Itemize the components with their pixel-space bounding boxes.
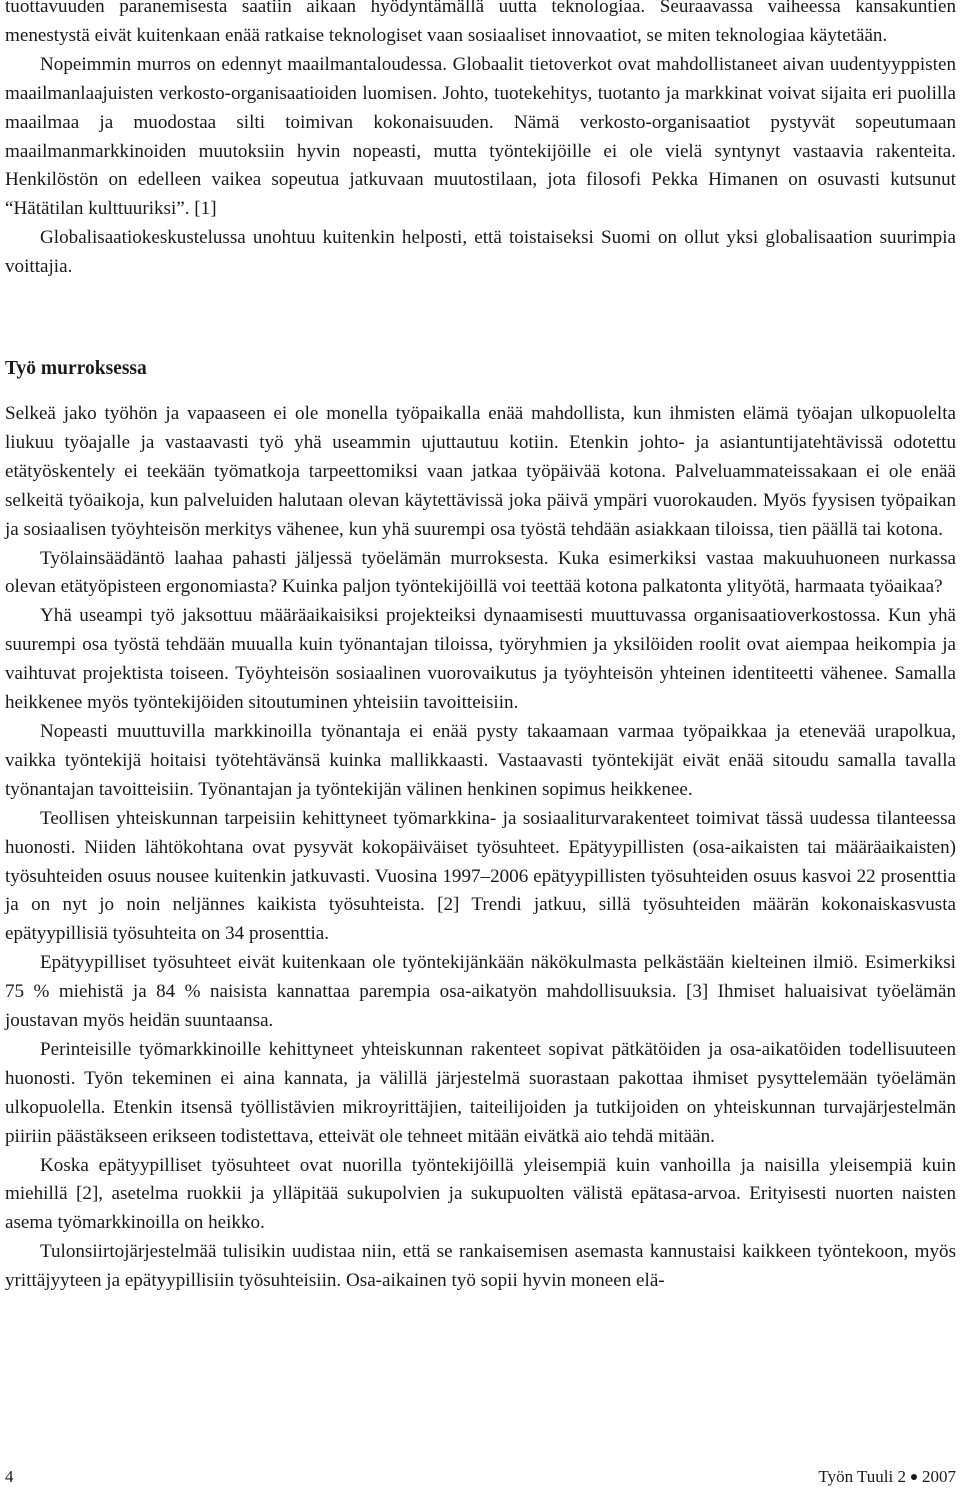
- intro-paragraph-3: Globalisaatiokeskustelussa unohtuu kuitenkin helposti, että toistaiseksi Suomi on ollut yksi globalisaation suurimpia voittajia.: [5, 227, 956, 278]
- body-paragraph-4: Nopeasti muuttuvilla markkinoilla työnantaja ei enää pysty takaamaan varmaa työpaikkaa ja etenevää urapolkua, vaikka työntekijä hoitaisi työtehtävänsä kuinka mallikkaasti. Vastaavasti työntekijät eivät enää sitoudu samalla tavalla työnantajan tavoitteisiin. Työnantajan ja työntekijän välinen henkinen sopimus heikkenee.: [5, 720, 956, 800]
- body-paragraph-7: Perinteisille työmarkkinoille kehittyneet yhteiskunnan rakenteet sopivat pätkätöiden ja osa-aikatöiden todellisuuteen huonosti. Työn tekeminen ei aina kannata, ja välillä järjestelmä suorastaan pakottaa ihmiset pysyttelemään työelämän ulkopuolella. Etenkin itsensä työllistävien mikroyrittäjien, taiteilijoiden ja tutkijoiden on yhteiskunnan turvajärjestelmän piiriin päästäkseen erikseen todistettava, etteivät ole tehneet mitään eivätkä aio tehdä mitään.: [5, 1038, 956, 1147]
- publication-name: Työn Tuuli 2: [818, 1467, 906, 1486]
- body-paragraph-5: Teollisen yhteiskunnan tarpeisiin kehittyneet työmarkkina- ja sosiaaliturvarakenteet toimivat tässä uudessa tilanteessa huonosti. Niiden lähtökohtana ovat pysyvät kokopäiväiset työsuhteet. Epätyypillisten (osa-aikaisten tai määräaikaisten) työsuhteiden osuus nousee kuitenkin jatkuvasti. Vuosina 1997–2006 epätyypillisten työsuhteiden osuus kasvoi 22 prosenttia ja on nyt jo noin neljännes kaikista työsuhteista. [2] Trendi jatkuu, sillä työsuhteiden määrän kokonaiskasvusta epätyypillisiä työsuhteita on 34 prosenttia.: [5, 807, 956, 945]
- publication-year: 2007: [922, 1467, 956, 1486]
- publication-info: [818, 1466, 956, 1488]
- page-number: 4: [5, 1467, 14, 1486]
- body-paragraph-6: Epätyypilliset työsuhteet eivät kuitenkaan ole työntekijänkään näkökulmasta pelkästään kielteinen ilmiö. Esimerkiksi 75 % miehistä ja 84 % naisista kannattaa parempia osa-aikatyön mahdollisuuksia. [3] Ihmiset haluaisivat työelämän joustavan myös heidän suuntaansa.: [5, 952, 956, 1032]
- body-paragraph-1: Selkeä jako työhön ja vapaaseen ei ole monella työpaikalla enää mahdollista, kun ihmisten elämä työajan ulkopuolelta liukuu työajalle ja vastaavasti työ yhä useammin ujuttautuu kotiin. Etenkin johto- ja asiantuntijatehtävissä odotettu etätyöskentely ei teekään työmatkoja tarpeettomiksi vaan jatkaa työpäivää kotona. Palveluammateissakaan ei ole enää selkeitä työaikoja, kun palveluiden halutaan olevan käytettävissä joka päivä ympäri vuorokauden. Myös fyysisen työpaikan ja sosiaalisen työyhteisön merkitys vähenee, kun yhä suurempi osa työstä tehdään asiakkaan tiloissa, tien päällä tai kotona.: [5, 403, 956, 540]
- body-paragraph-2: Työlainsäädäntö laahaa pahasti jäljessä työelämän murroksesta. Kuka esimerkiksi vastaa makuuhuoneen nurkassa olevan etätyöpisteen ergonomiasta? Kuinka paljon työntekijöillä voi teettää kotona palkatonta ylityötä, harmaata työaikaa?: [5, 547, 956, 598]
- body-paragraph-9: Tulonsiirtojärjestelmää tulisikin uudistaa niin, että se rankaisemisen asemasta kannustaisi kaikkeen työntekoon, myös yrittäjyyteen ja epätyypillisiin työsuhteisiin. Osa-aikainen työ sopii hyvin moneen elä-: [5, 1241, 956, 1292]
- body-paragraph-3: Yhä useampi työ jaksottuu määräaikaisiksi projekteiksi dynaamisesti muuttuvassa organisaatioverkostossa. Kun yhä suurempi osa työstä tehdään muualla kuin työnantajan tiloissa, työryhmien ja yksilöiden roolit ovat aiempaa heikompia ja vaihtuvat projektista toiseen. Työyhteisön sosiaalinen vuorovaikutus ja työyhteisön yhteinen identiteetti vähenee. Samalla heikkenee myös työntekijöiden sitoutuminen yhteisiin tavoitteisiin.: [5, 605, 956, 714]
- section-heading: Työ murroksessa: [5, 358, 147, 379]
- bullet-icon: [911, 1474, 917, 1480]
- intro-paragraph-1: tuottavuuden paranemisesta saatiin aikaan hyödyntämällä uutta teknologiaa. Seuraavassa vaiheessa kansakuntien menestystä eivät kuitenkaan enää ratkaise teknologiset vaan sosiaaliset innovaatiot, se miten teknologiaa käytetään.: [5, 0, 956, 46]
- document-page: [5, 0, 956, 1495]
- intro-paragraph-2: Nopeimmin murros on edennyt maailmantaloudessa. Globaalit tietoverkot ovat mahdollistaneet aivan uudentyyppisten maailmanlaajuisten verkosto-organisaatioiden luomisen. Johto, tuotekehitys, tuotanto ja markkinat voivat sijaita eri puolilla maailmaa ja muodostaa silti toimivan kokonaisuuden. Nämä verkosto-organisaatiot pystyvät sopeutumaan maailmanmarkkinoiden muutoksiin hyvin nopeasti, mutta työntekijöille ei ole vielä syntynyt vastaavia rakenteita. Henkilöstön on edelleen vaikea sopeutua jatkuvaan muutostilaan, jota filosofi Pekka Himanen on osuvasti kutsunut “Hätätilan kulttuuriksi”. [1]: [5, 53, 956, 220]
- main-section: [5, 400, 956, 1296]
- body-paragraph-8: Koska epätyypilliset työsuhteet ovat nuorilla työntekijöillä yleisempiä kuin vanhoilla ja naisilla yleisempiä kuin miehillä [2], asetelma ruokkii ja ylläpitää sukupolvien ja sukupuolten välistä epätasa-arvoa. Erityisesti nuorten naisten asema työmarkkinoilla on heikko.: [5, 1154, 956, 1234]
- intro-section: [5, 0, 956, 282]
- page-footer: [5, 1466, 956, 1488]
